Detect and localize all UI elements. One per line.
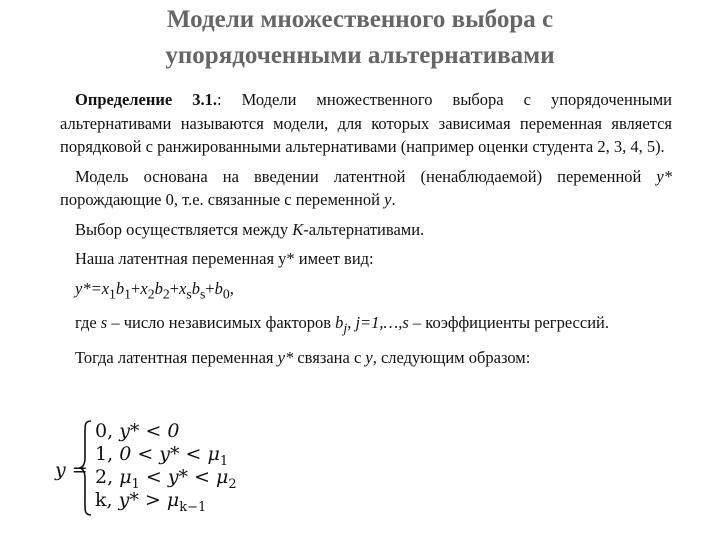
definition-label: Определение	[75, 90, 173, 109]
case-3-sub: 1	[131, 476, 140, 492]
form-text: Наша латентная переменная y* имеет вид:	[75, 249, 374, 268]
where-text-2: – число независимых факторов	[111, 313, 331, 333]
case-2-sub: 1	[219, 453, 229, 469]
latent-text-1: Модель основана на введении латентной (ненаблюдаемой) переменной	[75, 166, 642, 186]
case-4-sub: k−1	[179, 499, 207, 515]
then-text-1: Тогда латентная переменная	[75, 348, 274, 368]
where-comma: ,	[347, 313, 352, 333]
where-paragraph	[60, 311, 672, 340]
latent-text-2: порождающие 0, т.е. связанные с переменной	[60, 190, 380, 209]
formula-x2: x	[140, 278, 148, 298]
definition-number: 3.1.	[192, 90, 217, 109]
formula-b0: b	[214, 278, 223, 298]
where-bj-index: j	[343, 320, 348, 336]
where-range: j=1,…,s	[355, 313, 409, 333]
formula-bs: b	[191, 278, 200, 298]
formula-end: ,	[229, 278, 234, 298]
then-paragraph	[60, 346, 672, 370]
then-text-3: , следующим образом:	[372, 348, 531, 368]
piecewise-equation	[55, 418, 295, 518]
then-var2: y	[365, 348, 373, 368]
definition-paragraph	[60, 88, 672, 159]
case-3-sub-2: 2	[228, 476, 237, 492]
latent-paragraph	[60, 165, 672, 212]
case-3-condition: μ	[119, 466, 132, 488]
formula-x1: x	[101, 278, 110, 298]
latent-var: y*	[656, 166, 672, 186]
equation-case-1	[95, 420, 180, 442]
then-text-2: связана с	[297, 348, 362, 368]
formula-plus-1: +	[131, 278, 141, 298]
equation-brace	[77, 418, 93, 518]
formula-xs-index: s	[186, 285, 192, 301]
formula-b1: b	[115, 278, 125, 298]
regression-formula	[60, 277, 672, 306]
formula-lhs: y*=	[75, 278, 102, 298]
form-paragraph	[60, 247, 672, 271]
where-s: s	[100, 313, 108, 333]
choice-text-1: Выбор осуществляется между	[75, 219, 289, 239]
case-3-condition-2: < y* < μ	[139, 466, 229, 488]
equation-lhs: y =	[55, 459, 88, 481]
formula-plus-3: +	[205, 278, 215, 298]
where-bj: b	[335, 313, 344, 333]
equation-case-4	[95, 489, 206, 519]
case-2-value: 1,	[95, 443, 114, 465]
case-1-value: 0,	[95, 420, 114, 442]
formula-bs-index: s	[199, 285, 206, 301]
formula-x2-index: 2	[147, 285, 155, 301]
formula-b2-index: 2	[162, 285, 170, 301]
formula-b2: b	[154, 278, 163, 298]
formula-b1-index: 1	[124, 285, 132, 301]
slide-title-line-1: Модели множественного выбора с	[166, 6, 554, 33]
slide-title-line-2: упорядоченными альтернативами	[165, 42, 555, 69]
formula-x1-index: 1	[109, 285, 116, 301]
choice-text-2: -альтернативами.	[303, 219, 425, 239]
latent-end: .	[391, 190, 396, 209]
case-3-value: 2,	[95, 466, 114, 488]
choice-paragraph	[60, 218, 672, 242]
latent-var2: y	[384, 190, 392, 209]
case-1-condition: y* < 0	[119, 420, 180, 442]
slide-title	[0, 2, 720, 74]
formula-b0-index: 0	[222, 285, 230, 301]
where-text-3: – коэффициенты регрессий.	[412, 313, 609, 333]
definition-colon: :	[216, 90, 222, 109]
case-4-value: k,	[95, 489, 113, 511]
where-text-1: где	[75, 313, 97, 333]
formula-xs: x	[179, 278, 187, 298]
slide-body	[60, 88, 672, 376]
case-2-condition: 0 < y* < μ	[119, 443, 220, 465]
then-var: y*	[277, 348, 294, 368]
case-4-condition: y* > μ	[118, 489, 180, 511]
formula-plus-2: +	[169, 278, 179, 298]
definition-text: Модели множественного выбора с упорядоченными альтернативами называются модели, для которых зависимая переменная является порядковой с ранжированными альтернативами (например оценки студента 2, 3, 4, 5).	[60, 90, 673, 156]
choice-var: K	[292, 219, 304, 239]
